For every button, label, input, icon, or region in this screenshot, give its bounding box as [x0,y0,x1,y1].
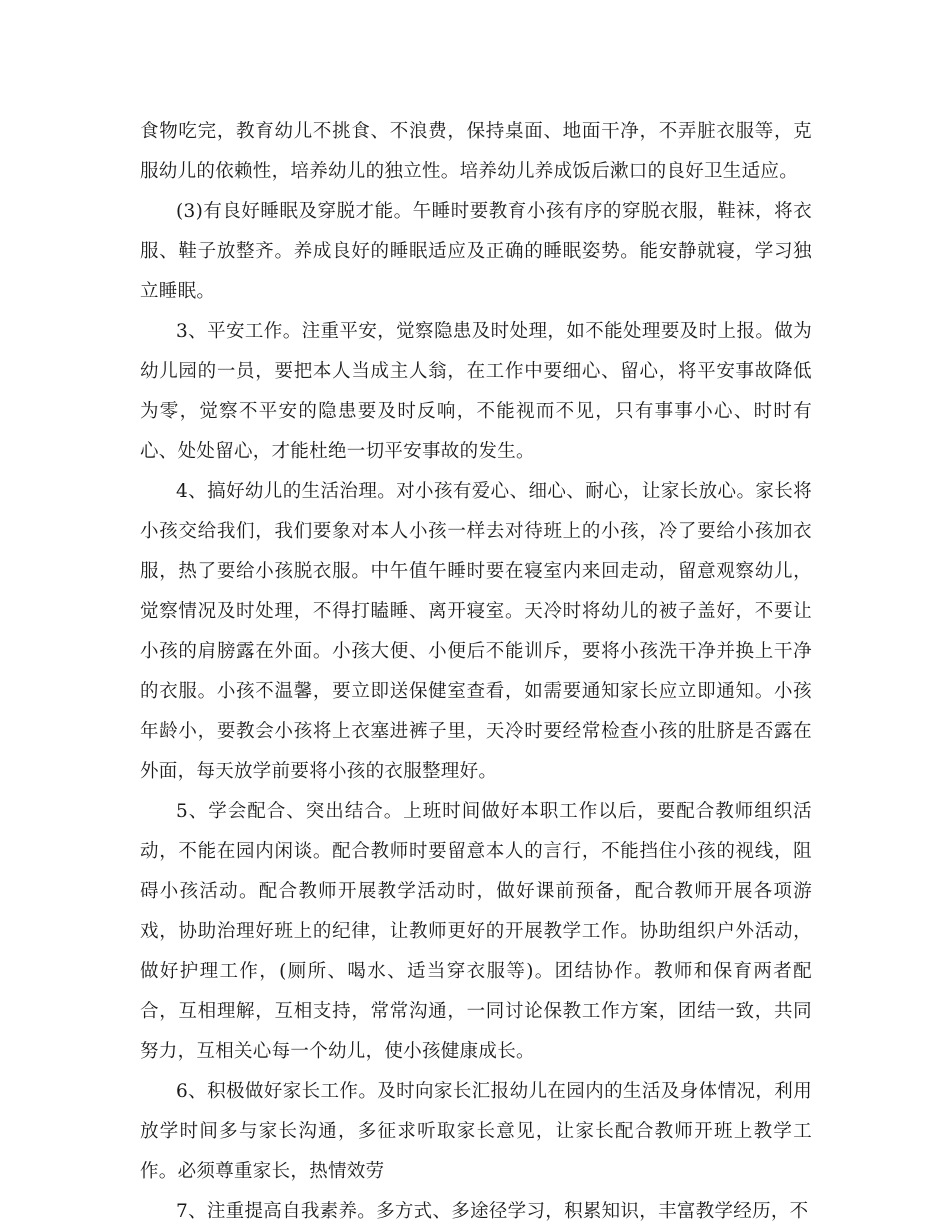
document-body [140,112,812,1232]
paragraph-cooperation: 5、学会配合、突出结合。上班时间做好本职工作以后，要配合教师组织活动，不能在园内闲谈。配合教师时要留意本人的言行，不能挡住小孩的视线，阻碍小孩活动。配合教师开展教学活动时，做好课前预备，配合教师开展各项游戏，协助治理好班上的纪律，让教师更好的开展教学工作。协助组织户外活动，做好护理工作，(厕所、喝水、适当穿衣服等)。团结协作。教师和保育两者配合，互相理解，互相支持，常常沟通，一同讨论保教工作方案，团结一致，共同努力，互相关心每一个幼儿，使小孩健康成长。 [140,801,812,1062]
paragraph-safety-work: 3、平安工作。注重平安，觉察隐患及时处理，如不能处理要及时上报。做为幼儿园的一员，要把本人当成主人翁，在工作中要细心、留心，将平安事故降低为零，觉察不平安的隐患要及时反响，不能视而不见，只有事事小心、时时有心、处处留心，才能杜绝一切平安事故的发生。 [140,321,812,462]
paragraph-meal-habits: 食物吃完，教育幼儿不挑食、不浪费，保持桌面、地面干净，不弄脏衣服等，克服幼儿的依赖性，培养幼儿的独立性。培养幼儿养成饭后漱口的良好卫生适应。 [140,121,812,182]
paragraph-sleep-dressing: (3)有良好睡眠及穿脱才能。午睡时要教育小孩有序的穿脱衣服，鞋袜，将衣服、鞋子放整齐。养成良好的睡眠适应及正确的睡眠姿势。能安静就寝，学习独立睡眠。 [140,201,812,302]
paragraph-self-improvement: 7、注重提高自我素养。多方式、多途径学习，积累知识，丰富教学经历，不 [176,1201,809,1222]
paragraph-parent-work: 6、积极做好家长工作。及时向家长汇报幼儿在园内的生活及身体情况，利用放学时间多与家长沟通，多征求听取家长意见，让家长配合教师开班上教学工作。必须尊重家长，热情效劳 [140,1081,812,1182]
paragraph-life-management: 4、搞好幼儿的生活治理。对小孩有爱心、细心、耐心，让家长放心。家长将小孩交给我们，我们要象对本人小孩一样去对待班上的小孩，冷了要给小孩加衣服，热了要给小孩脱衣服。中午值午睡时要在寝室内来回走动，留意观察幼儿，觉察情况及时处理，不得打瞌睡、离开寝室。天冷时将幼儿的被子盖好，不要让小孩的肩膀露在外面。小孩大便、小便后不能训斥，要将小孩洗干净并换上干净的衣服。小孩不温馨，要立即送保健室查看，如需要通知家长应立即通知。小孩年龄小，要教会小孩将上衣塞进裤子里，天冷时要经常检查小孩的肚脐是否露在外面，每天放学前要将小孩的衣服整理好。 [140,481,812,782]
